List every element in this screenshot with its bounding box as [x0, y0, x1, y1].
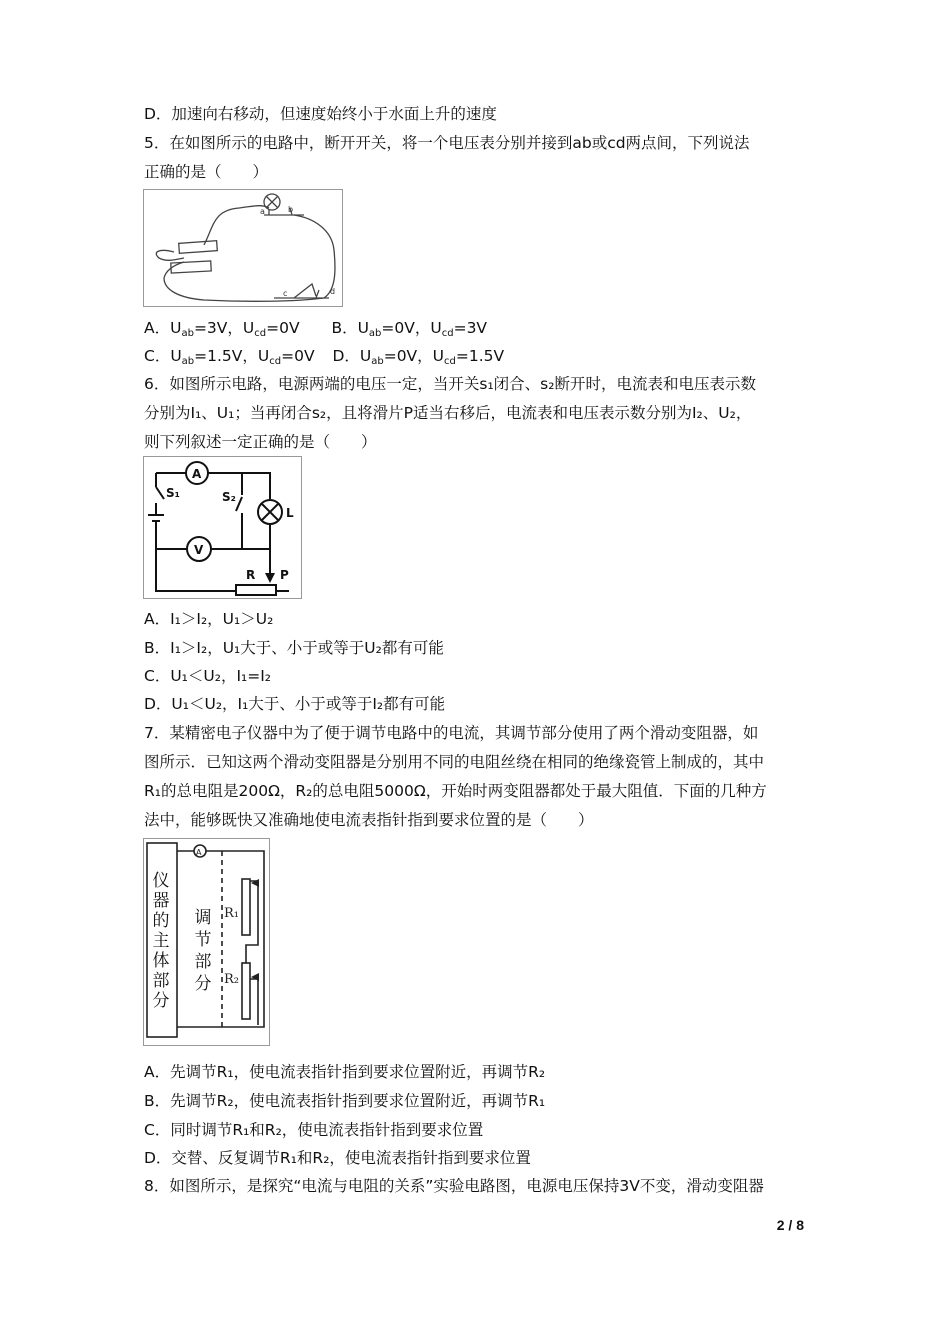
q7-option-b: B．先调节R₂，使电流表指针指到要求位置附近，再调节R₁ — [144, 1092, 546, 1110]
fig5-label-c: c — [283, 289, 288, 298]
fig7-r1-label: R₁ — [224, 906, 239, 921]
fig7-r2-label: R₂ — [224, 972, 239, 987]
q6-stem-line3: 则下列叙述一定正确的是（ ） — [144, 433, 377, 451]
q7-stem-line4: 法中，能够既快又准确地使电流表指针指到要求位置的是（ ） — [144, 811, 594, 829]
q5-option-a: A．$U_{ab}=3V$，$U_{cd}=0V$ — [144, 319, 300, 339]
fig7-main-body-label: 仪器的主体部分 — [152, 871, 170, 1011]
fig7-ammeter-label: A — [196, 848, 202, 857]
fig6-s1-label: S₁ — [166, 486, 180, 500]
page-number: 2 / 8 — [776, 1217, 804, 1233]
fig5-label-a: a — [260, 207, 265, 216]
q5-option-b: B．$U_{ab}=0V$，$U_{cd}=3V$ — [331, 319, 488, 339]
q6-option-d: D．U₁＜U₂，I₁大于、小于或等于I₂都有可能 — [144, 695, 446, 713]
q7-stem-line3: R₁的总电阻是200Ω，R₂的总电阻5000Ω，开始时两变阻器都处于最大阻值．下面的几种方 — [144, 782, 767, 800]
fig6-resistor-label: R — [246, 568, 256, 582]
q6-option-b: B．I₁＞I₂，U₁大于、小于或等于U₂都有可能 — [144, 639, 444, 657]
q5-circuit-figure — [143, 189, 343, 307]
fig7-adjust-part-label: 调节部分 — [194, 908, 212, 994]
q5-options-line1 — [144, 318, 487, 338]
fig6-slider-label: P — [280, 568, 289, 582]
q7-option-a: A．先调节R₁，使电流表指针指到要求位置附近，再调节R₂ — [144, 1063, 546, 1081]
q6-stem-line1: 6．如图所示电路，电源两端的电压一定，当开关s₁闭合、s₂断开时，电流表和电压表示数 — [144, 375, 756, 393]
fig5-label-b: b — [288, 205, 294, 214]
q6-option-c: C．U₁＜U₂，I₁=I₂ — [144, 667, 271, 685]
q5-option-c: C．$U_{ab}=1.5V$，$U_{cd}=0V$ — [144, 347, 315, 367]
fig6-s2-label: S₂ — [222, 490, 236, 504]
q7-stem-line2: 图所示．已知这两个滑动变阻器是分别用不同的电阻丝绕在相同的绝缘瓷管上制成的，其中 — [144, 753, 765, 771]
fig6-voltmeter-label: V — [194, 543, 204, 557]
fig6-ammeter-label: A — [192, 467, 202, 481]
fig5-label-d: d — [330, 287, 336, 296]
q5-options-line2 — [144, 346, 504, 366]
fig6-lamp-label: L — [286, 506, 294, 520]
q7-stem-line1: 7．某精密电子仪器中为了便于调节电路中的电流，其调节部分使用了两个滑动变阻器，如 — [144, 724, 759, 742]
q8-stem-line1: 8．如图所示，是探究“电流与电阻的关系”实验电路图，电源电压保持3V不变，滑动变阻器 — [144, 1177, 764, 1195]
q6-circuit-figure — [143, 456, 302, 599]
q6-stem-line2: 分别为I₁、U₁；当再闭合s₂，且将滑片P适当右移后，电流表和电压表示数分别为I₂、U₂， — [144, 404, 752, 422]
q7-circuit-figure — [143, 838, 270, 1046]
q7-option-d: D．交替、反复调节R₁和R₂，使电流表指针指到要求位置 — [144, 1149, 531, 1167]
q5-stem-line2: 正确的是（ ） — [144, 163, 269, 181]
q7-option-c: C．同时调节R₁和R₂，使电流表指针指到要求位置 — [144, 1121, 484, 1139]
q4-option-d: D．加速向右移动，但速度始终小于水面上升的速度 — [144, 105, 497, 123]
q5-stem-line1: 5．在如图所示的电路中，断开开关，将一个电压表分别并接到ab或cd两点间，下列说法 — [144, 134, 750, 152]
q5-option-d: D．$U_{ab}=0V$，$U_{cd}=1.5V$ — [332, 347, 505, 367]
q6-option-a: A．I₁＞I₂，U₁＞U₂ — [144, 610, 274, 628]
